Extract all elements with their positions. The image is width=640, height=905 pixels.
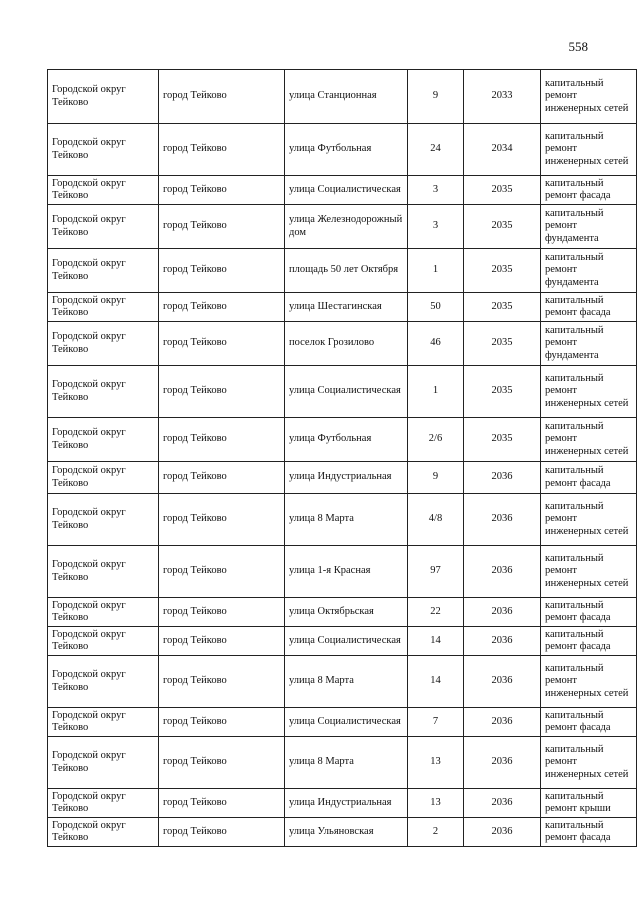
cell-street: улица Социалистическая [285, 366, 408, 418]
cell-year: 2033 [464, 70, 541, 124]
cell-street: улица Ульяновская [285, 818, 408, 847]
cell-house-number: 9 [408, 70, 464, 124]
cell-year: 2035 [464, 176, 541, 205]
cell-year: 2036 [464, 462, 541, 494]
cell-area: Городской округ Тейково [48, 70, 159, 124]
cell-year: 2036 [464, 737, 541, 789]
cell-city: город Тейково [159, 249, 285, 293]
cell-area: Городской округ Тейково [48, 494, 159, 546]
cell-street: улица Индустриальная [285, 789, 408, 818]
cell-area: Городской округ Тейково [48, 293, 159, 322]
cell-street: улица Индустриальная [285, 462, 408, 494]
cell-work-type: капитальный ремонт фасада [541, 176, 637, 205]
table-row [48, 322, 637, 366]
cell-street: улица 1-я Красная [285, 546, 408, 598]
cell-street: улица Социалистическая [285, 627, 408, 656]
cell-year: 2035 [464, 293, 541, 322]
cell-year: 2035 [464, 366, 541, 418]
cell-street: улица Социалистическая [285, 708, 408, 737]
table-row [48, 494, 637, 546]
cell-street: улица 8 Марта [285, 656, 408, 708]
cell-work-type: капитальный ремонт фасада [541, 818, 637, 847]
cell-house-number: 1 [408, 366, 464, 418]
cell-work-type: капитальный ремонт фасада [541, 293, 637, 322]
cell-work-type: капитальный ремонт фундамента [541, 205, 637, 249]
cell-city: город Тейково [159, 598, 285, 627]
cell-house-number: 24 [408, 124, 464, 176]
cell-house-number: 9 [408, 462, 464, 494]
table-row [48, 546, 637, 598]
cell-work-type: капитальный ремонт крыши [541, 789, 637, 818]
table-row [48, 818, 637, 847]
cell-city: город Тейково [159, 627, 285, 656]
cell-house-number: 1 [408, 249, 464, 293]
cell-year: 2034 [464, 124, 541, 176]
cell-city: город Тейково [159, 737, 285, 789]
table-row [48, 462, 637, 494]
cell-area: Городской округ Тейково [48, 366, 159, 418]
cell-work-type: капитальный ремонт фасада [541, 462, 637, 494]
cell-year: 2036 [464, 627, 541, 656]
cell-street: улица Футбольная [285, 418, 408, 462]
cell-work-type: капитальный ремонт инженерных сетей [541, 656, 637, 708]
cell-city: город Тейково [159, 124, 285, 176]
table-row [48, 70, 637, 124]
cell-work-type: капитальный ремонт инженерных сетей [541, 737, 637, 789]
cell-house-number: 46 [408, 322, 464, 366]
cell-year: 2036 [464, 598, 541, 627]
cell-house-number: 2 [408, 818, 464, 847]
cell-area: Городской округ Тейково [48, 598, 159, 627]
cell-work-type: капитальный ремонт инженерных сетей [541, 546, 637, 598]
table-row [48, 656, 637, 708]
cell-work-type: капитальный ремонт инженерных сетей [541, 70, 637, 124]
cell-area: Городской округ Тейково [48, 418, 159, 462]
cell-street: улица Шестагинская [285, 293, 408, 322]
cell-work-type: капитальный ремонт инженерных сетей [541, 494, 637, 546]
cell-work-type: капитальный ремонт инженерных сетей [541, 418, 637, 462]
cell-city: город Тейково [159, 462, 285, 494]
cell-area: Городской округ Тейково [48, 176, 159, 205]
cell-work-type: капитальный ремонт фасада [541, 627, 637, 656]
cell-year: 2035 [464, 249, 541, 293]
cell-house-number: 14 [408, 627, 464, 656]
cell-year: 2036 [464, 818, 541, 847]
cell-city: город Тейково [159, 494, 285, 546]
cell-city: город Тейково [159, 818, 285, 847]
cell-house-number: 2/6 [408, 418, 464, 462]
cell-street: поселок Грозилово [285, 322, 408, 366]
cell-year: 2035 [464, 418, 541, 462]
cell-city: город Тейково [159, 789, 285, 818]
cell-house-number: 13 [408, 789, 464, 818]
cell-city: город Тейково [159, 205, 285, 249]
cell-house-number: 4/8 [408, 494, 464, 546]
cell-house-number: 7 [408, 708, 464, 737]
cell-area: Городской округ Тейково [48, 462, 159, 494]
cell-work-type: капитальный ремонт фасада [541, 708, 637, 737]
cell-year: 2036 [464, 546, 541, 598]
table-row [48, 789, 637, 818]
cell-street: улица Железнодорожный дом [285, 205, 408, 249]
cell-city: город Тейково [159, 656, 285, 708]
table-body [48, 70, 637, 847]
table-row [48, 627, 637, 656]
cell-year: 2036 [464, 494, 541, 546]
cell-year: 2036 [464, 708, 541, 737]
cell-area: Городской округ Тейково [48, 249, 159, 293]
cell-street: улица Социалистическая [285, 176, 408, 205]
cell-house-number: 14 [408, 656, 464, 708]
cell-house-number: 22 [408, 598, 464, 627]
cell-year: 2035 [464, 322, 541, 366]
table-row [48, 708, 637, 737]
table-row [48, 293, 637, 322]
cell-street: улица Станционная [285, 70, 408, 124]
cell-city: город Тейково [159, 70, 285, 124]
cell-city: город Тейково [159, 418, 285, 462]
cell-city: город Тейково [159, 366, 285, 418]
table-row [48, 176, 637, 205]
table-row [48, 366, 637, 418]
table-row [48, 124, 637, 176]
cell-area: Городской округ Тейково [48, 124, 159, 176]
cell-year: 2035 [464, 205, 541, 249]
cell-street: улица Октябрьская [285, 598, 408, 627]
cell-area: Городской округ Тейково [48, 205, 159, 249]
cell-year: 2036 [464, 656, 541, 708]
cell-area: Городской округ Тейково [48, 789, 159, 818]
cell-area: Городской округ Тейково [48, 546, 159, 598]
cell-work-type: капитальный ремонт инженерных сетей [541, 366, 637, 418]
cell-street: улица 8 Марта [285, 737, 408, 789]
table-row [48, 598, 637, 627]
repair-schedule-table [47, 69, 637, 847]
cell-city: город Тейково [159, 176, 285, 205]
cell-work-type: капитальный ремонт инженерных сетей [541, 124, 637, 176]
cell-street: площадь 50 лет Октября [285, 249, 408, 293]
cell-street: улица Футбольная [285, 124, 408, 176]
cell-house-number: 97 [408, 546, 464, 598]
cell-city: город Тейково [159, 708, 285, 737]
cell-year: 2036 [464, 789, 541, 818]
cell-city: город Тейково [159, 322, 285, 366]
table-row [48, 205, 637, 249]
table-row [48, 418, 637, 462]
table-row [48, 737, 637, 789]
cell-area: Городской округ Тейково [48, 818, 159, 847]
cell-house-number: 13 [408, 737, 464, 789]
cell-street: улица 8 Марта [285, 494, 408, 546]
cell-house-number: 3 [408, 205, 464, 249]
cell-area: Городской округ Тейково [48, 708, 159, 737]
cell-area: Городской округ Тейково [48, 322, 159, 366]
cell-city: город Тейково [159, 293, 285, 322]
cell-city: город Тейково [159, 546, 285, 598]
cell-work-type: капитальный ремонт фасада [541, 598, 637, 627]
cell-work-type: капитальный ремонт фундамента [541, 322, 637, 366]
cell-area: Городской округ Тейково [48, 656, 159, 708]
cell-house-number: 3 [408, 176, 464, 205]
cell-area: Городской округ Тейково [48, 737, 159, 789]
table-row [48, 249, 637, 293]
cell-area: Городской округ Тейково [48, 627, 159, 656]
page-number: 558 [568, 39, 588, 54]
cell-house-number: 50 [408, 293, 464, 322]
cell-work-type: капитальный ремонт фундамента [541, 249, 637, 293]
